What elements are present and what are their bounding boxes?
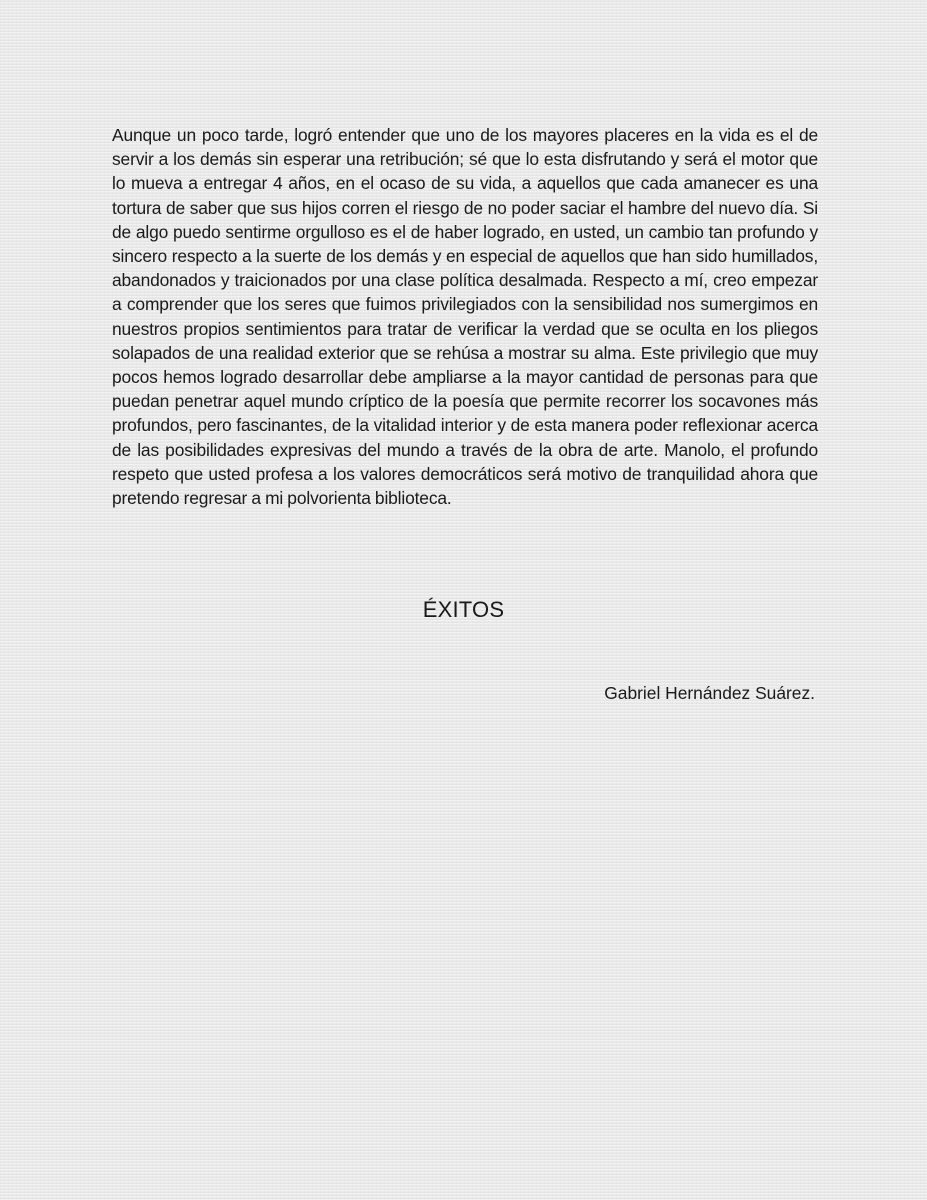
closing-heading: ÉXITOS [422,597,505,622]
author-signature: Gabriel Hernández Suárez. [604,683,815,703]
body-paragraph: Aunque un poco tarde, logró entender que uno de los mayores placeres en la vida es el de servir a los demás sin esperar una retribución; sé que lo esta disfrutando y será el motor que lo mueva a entregar 4 años, en el ocaso de su vida, a aquellos que cada amanecer es una tortura de saber que sus hijos corren el riesgo de no poder saciar el hambre del nuevo día. Si de algo puedo sentirme orgulloso es el de haber logrado, en usted, un cambio tan profundo y sincero respecto a la suerte de los demás y en especial de aquellos que han sido humillados, abandonados y traicionados por una clase política desalmada. Respecto a mí, creo empezar a comprender que los seres que fuimos privilegiados con la sensibilidad nos sumergimos en nuestros propios sentimientos para tratar de verificar la verdad que se oculta en los pliegos solapados de una realidad exterior que se rehúsa a mostrar su alma. Este privilegio que muy pocos hemos logrado desarrollar debe ampliarse a la mayor cantidad de personas para que puedan penetrar aquel mundo críptico de la poesía que permite recorrer los socavones más profundos, pero fascinantes, de la vitalidad interior y de esta manera poder reflexionar acerca de las posibilidades expresivas del mundo a través de la obra de arte. Manolo, el profundo respeto que usted profesa a los valores democráticos será motivo de tranquilidad ahora que pretendo regresar a mi polvorienta biblioteca. [112,125,818,509]
